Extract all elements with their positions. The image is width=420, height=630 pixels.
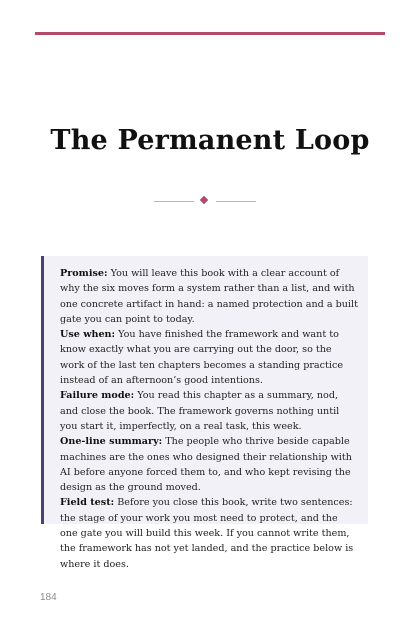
summary-entry-failure-mode (60, 388, 358, 434)
ornament-line-left (154, 201, 194, 202)
entry-label: Promise: (60, 268, 108, 279)
chapter-summary-box (41, 256, 368, 570)
title-ornament (0, 196, 420, 206)
summary-entry-promise (60, 266, 358, 327)
chapter-title: The Permanent Loop (50, 125, 370, 156)
summary-entry-field-test (60, 495, 358, 571)
ornament-line-right (216, 201, 256, 202)
entry-label: Failure mode: (60, 390, 135, 402)
entry-label: One-line summary: (60, 436, 163, 448)
entry-label: Field test: (60, 497, 115, 509)
entry-text: You read this chapter as a summary, nod, and close the book. The framework governs nothing until you start it, imperfectly, on a real task, this week. (60, 390, 340, 432)
diamond-icon (200, 196, 208, 204)
entry-text: You have finished the framework and want to know exactly what you are carrying out the door, so the work of the last ten chapters becomes a standing practice instead of an afternoon’s good intentions. (60, 329, 343, 387)
top-rule (35, 32, 385, 35)
page-number: 184 (40, 592, 57, 603)
entry-text: The people who thrive beside capable machines are the ones who designed their relationship with AI before anyone forced them to, and who kept revising the design as the ground moved. (60, 436, 352, 494)
summary-entry-one-line-summary (60, 434, 358, 495)
entry-text: You will leave this book with a clear account of why the six moves form a system rather than a list, and with one concrete artifact in hand: a named protection and a built gate you can point to today. (60, 268, 358, 325)
entry-text: Before you close this book, write two sentences: the stage of your work you most need to protect, and the one gate you will build this week. If you cannot write them, the framework has not yet landed, and the practice below is where it does. (60, 497, 354, 570)
summary-entry-use-when (60, 327, 358, 388)
entry-label: Use when: (60, 329, 116, 341)
